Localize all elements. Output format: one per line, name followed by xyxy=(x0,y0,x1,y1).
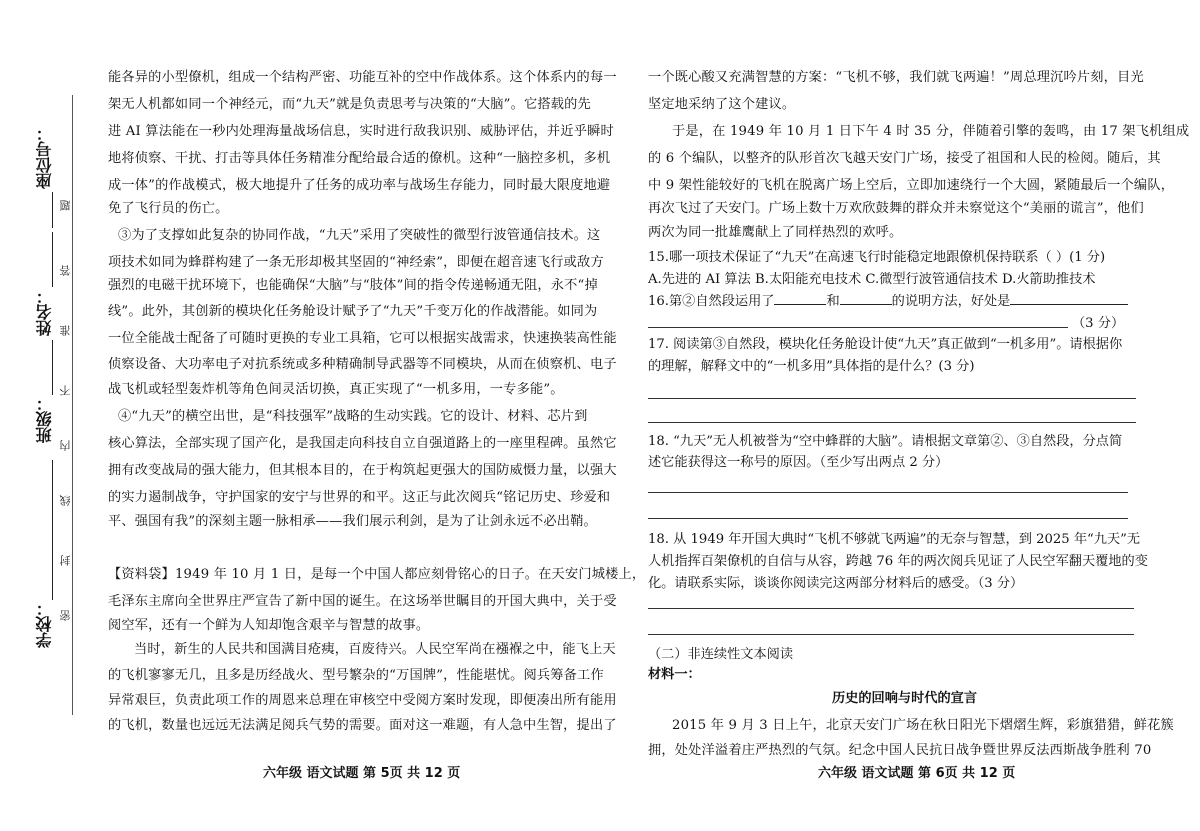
question-18b-line-1: 18. 从 1949 年开国大典时“飞机不够就飞两遍”的无奈与智慧，到 2025 年“九天”无 xyxy=(648,532,1141,547)
article-title: 历史的回响与时代的宣言 xyxy=(832,691,978,706)
left-line-8: 项技术如同为蜂群构建了一条无形却极其坚固的“神经索”，即便在超音速飞行或敌方 xyxy=(108,255,604,270)
left-line-18: 平、强国有我”的深刻主题一脉相承——我们展示利剑，是为了让剑永远不必出鞘。 xyxy=(108,514,597,529)
right-line-5: 中 9 架性能较好的飞机在脱离广场上空后，立即加速绕行一个大圆，紧随最后一个编队， xyxy=(648,178,1175,193)
seal-char-3: 准 xyxy=(59,325,72,336)
right-line-7: 两次为同一批雄鹰献上了同样热烈的欢呼。 xyxy=(648,225,903,240)
question-18a-line-2: 述它能获得这一称号的原因。（至少写出两点 2 分） xyxy=(648,455,949,470)
left-line-15: 核心算法，全部实现了国产化，是我国走向科技自立自强道路上的一座里程碑。虽然它 xyxy=(108,436,617,451)
left-line-4: 地将侦察、干扰、打击等具体任务精准分配给最合适的僚机。这种“一脑控多机，多机 xyxy=(108,151,611,166)
q17-answer-line-1[interactable] xyxy=(648,398,1136,399)
seal-char-1: 题 xyxy=(59,200,72,211)
right-line-1: 一个既心酸又充满智慧的方案：“飞机不够，我们就飞两遍！”周总理沉吟片刻，目光 xyxy=(648,70,1144,85)
question-15: 15.哪一项技术保证了“九天”在高速飞行时能稳定地跟僚机保持联系（ ）(1 分) xyxy=(648,250,1106,265)
binding-vertical-line xyxy=(72,95,73,715)
material-line-5: 的飞机寥寥无几，且多是历经战火、型号繁杂的“万国牌”，性能堪忧。阅兵筹备工作 xyxy=(108,668,604,683)
seal-char-2: 答 xyxy=(59,265,72,276)
question-17-line-1: 17. 阅读第③自然段，模块化任务舱设计使“九天”真正做到“一机多用”。请根据你 xyxy=(648,337,1123,352)
question-18a-line-1: 18. “九天”无人机被誉为“空中蜂群的大脑”。请根据文章第②、③自然段，分点简 xyxy=(648,434,1123,449)
question-18b-line-2: 人机指挥百架僚机的自信与从容，跨越 76 年的两次阅兵见证了人民空军翻天覆地的变 xyxy=(648,554,1148,569)
left-line-12: 侦察设备、大功率电子对抗系统或多种精确制导武器等不同模块，从而在侦察机、电子 xyxy=(108,357,617,372)
seal-char-6: 线 xyxy=(59,495,72,506)
left-line-5: 成一体”的作战模式，极大地提升了任务的成功率与战场生存能力，同时最大限度地避 xyxy=(108,178,611,193)
question-16-part-a: 16.第②自然段运用了 xyxy=(648,294,775,309)
seat-label: 座位号： xyxy=(35,125,54,189)
material-line-7: 的飞机，数量也远远无法满足阅兵气势的需要。面对这一难题，有人急中生智，提出了 xyxy=(108,718,617,733)
class-label: 班级： xyxy=(35,395,54,443)
left-line-16: 拥有改变战局的强大能力，但其根本目的，在于构筑起更强大的国防威慑力量，以强大 xyxy=(108,463,617,478)
q18b-answer-line-2[interactable] xyxy=(648,634,1134,635)
left-line-9: 强烈的电磁干扰环境下，也能确保“大脑”与“肢体”间的指令传递畅通无阻，永不“掉 xyxy=(108,278,598,293)
question-16-score: （3 分） xyxy=(1072,316,1125,331)
question-17-line-2: 的理解，解释文中的“一机多用”具体指的是什么？(3 分) xyxy=(648,359,975,374)
right-page-footer: 六年级 语文试题 第 6页 共 12 页 xyxy=(818,766,1016,781)
material-line-1 xyxy=(108,565,645,585)
q16-blank-3[interactable] xyxy=(1010,292,1128,305)
material-text-1: 1949 年 10 月 1 日，是每一个中国人都应刻骨铭心的日子。在天安门城楼上， xyxy=(174,567,646,582)
left-page-footer: 六年级 语文试题 第 5页 共 12 页 xyxy=(263,766,461,781)
left-line-13: 战飞机或轻型轰炸机等角色间灵活切换，真正实现了“一机多用，一专多能”。 xyxy=(108,382,564,397)
material-label: 【资料袋】 xyxy=(108,567,175,582)
left-line-10: 线”。此外，其创新的模块化任务舱设计赋予了“九天”千变万化的作战潜能。如同为 xyxy=(108,304,598,319)
q16-answer-line[interactable] xyxy=(648,327,1068,328)
material-line-6: 异常艰巨，负责此项工作的周恩来总理在审核空中受阅方案时发现，即便凑出所有能用 xyxy=(108,693,617,708)
left-line-3: 进 AI 算法能在一秒内处理海量战场信息，实时进行敌我识别、威胁评估，并近乎瞬时 xyxy=(108,124,614,139)
name-label: 姓名： xyxy=(35,288,54,336)
left-line-1: 能各异的小型僚机，组成一个结构严密、功能互补的空中作战体系。这个体系内的每一 xyxy=(108,70,617,85)
seal-char-8: 密 xyxy=(59,610,72,621)
question-16 xyxy=(648,292,1128,312)
material-line-2: 毛泽东主席向全世界庄严宣告了新中国的诞生。在这场举世瞩目的开国大典中，关于受 xyxy=(108,594,617,609)
q17-answer-line-2[interactable] xyxy=(648,422,1136,423)
material-line-4: 当时，新生的人民共和国满目疮痍，百废待兴。人民空军尚在襁褓之中，能飞上天 xyxy=(134,642,616,657)
material-one-label: 材料一： xyxy=(648,667,701,682)
left-line-2: 架无人机都如同一个神经元，而“九天”就是负责思考与决策的“大脑”。它搭载的先 xyxy=(108,97,591,112)
article-line-1: 2015 年 9 月 3 日上午，北京天安门广场在秋日阳光下熠熠生辉，彩旗猎猎，鲜花簇 xyxy=(672,718,1174,733)
material-line-3: 阅空军，还有一个鲜为人知却饱含艰辛与智慧的故事。 xyxy=(108,618,430,633)
q18a-answer-line-1[interactable] xyxy=(648,492,1128,493)
school-blank xyxy=(52,460,53,600)
right-line-6: 再次飞过了天安门。广场上数十万欢欣鼓舞的群众并未察觉这个“美丽的谎言”，他们 xyxy=(648,201,1144,216)
right-line-2: 坚定地采纳了这个建议。 xyxy=(648,97,796,112)
left-line-14: ④“九天”的横空出世，是“科技强军”战略的生动实践。它的设计、材料、芯片到 xyxy=(118,409,588,424)
q16-blank-1[interactable] xyxy=(774,292,826,305)
name-blank xyxy=(52,232,53,287)
left-line-11: 一位全能战士配备了可随时更换的专业工具箱，它可以根据实战需求，快速换装高性能 xyxy=(108,331,617,346)
left-line-7: ③为了支撑如此复杂的协同作战，“九天”采用了突破性的微型行波管通信技术。这 xyxy=(118,228,601,243)
q18b-answer-line-1[interactable] xyxy=(648,608,1134,609)
left-line-6: 免了飞行员的伤亡。 xyxy=(108,201,229,216)
seal-char-5: 内 xyxy=(59,440,72,451)
seal-char-4: 不 xyxy=(59,385,72,396)
question-16-part-c: 的说明方法，好处是 xyxy=(891,294,1011,309)
class-blank xyxy=(52,340,53,395)
seal-char-7: 封 xyxy=(59,555,72,566)
right-line-3: 于是，在 1949 年 10 月 1 日下午 4 时 35 分，伴随着引擎的轰鸣，由 17 架飞机组成 xyxy=(672,124,1190,139)
article-line-2: 拥，处处洋溢着庄严热烈的气氛。纪念中国人民抗日战争暨世界反法西斯战争胜利 70 xyxy=(648,743,1152,758)
school-label: 学校： xyxy=(35,600,54,648)
section-heading: （二）非连续性文本阅读 xyxy=(648,647,794,662)
seat-blank xyxy=(52,192,53,228)
left-line-17: 的实力遏制战争，守护国家的安宁与世界的和平。这正与此次阅兵“铭记历史、珍爱和 xyxy=(108,490,611,505)
question-16-part-b: 和 xyxy=(826,294,840,309)
right-line-4: 的 6 个编队，以整齐的队形首次飞越天安门广场，接受了祖国和人民的检阅。随后，其 xyxy=(648,151,1161,166)
question-15-options: A.先进的 AI 算法 B.太阳能充电技术 C.微型行波管通信技术 D.火箭助推技术 xyxy=(648,272,1096,287)
question-18b-line-3: 化。请联系实际，谈谈你阅读完这两部分材料后的感受。（3 分） xyxy=(648,576,1024,591)
q16-blank-2[interactable] xyxy=(840,292,892,305)
q18a-answer-line-2[interactable] xyxy=(648,518,1128,519)
